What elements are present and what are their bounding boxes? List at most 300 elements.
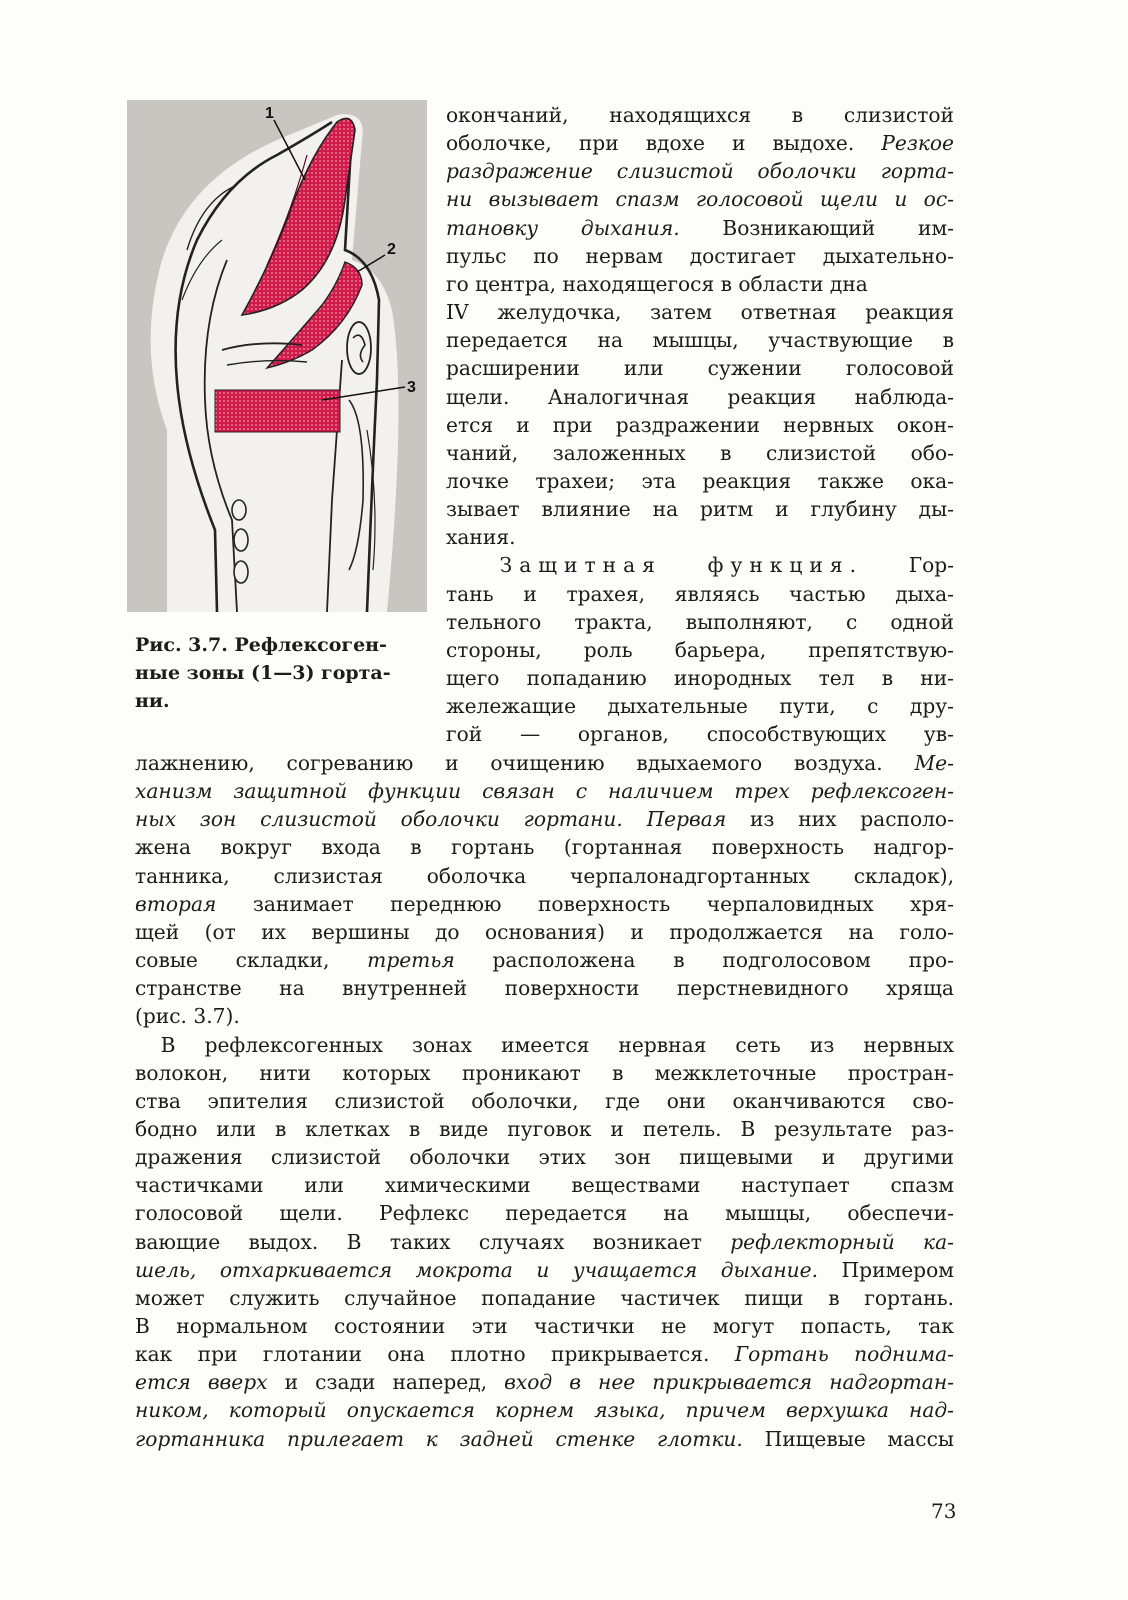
text-line bbox=[446, 495, 954, 523]
word: согреванию bbox=[286, 751, 414, 775]
word: голосовой bbox=[845, 356, 954, 381]
word: как bbox=[135, 1342, 173, 1367]
word: в bbox=[408, 1116, 421, 1141]
word: клетках bbox=[305, 1116, 390, 1141]
text-line bbox=[135, 1256, 954, 1284]
word: тракта, bbox=[574, 609, 653, 634]
word: поверхность bbox=[537, 891, 671, 916]
text-line bbox=[446, 326, 954, 354]
word: попадание bbox=[481, 1285, 596, 1310]
text-line bbox=[446, 439, 954, 467]
text-line bbox=[446, 185, 954, 213]
word: входа bbox=[321, 835, 381, 860]
text-line bbox=[446, 636, 954, 664]
word: слизистой bbox=[260, 807, 377, 832]
text-line bbox=[135, 890, 954, 918]
word: В bbox=[135, 1032, 176, 1057]
word: эпителия bbox=[207, 1088, 308, 1113]
word: лажнению, bbox=[135, 751, 255, 775]
word: щели bbox=[819, 187, 878, 212]
word: стенке bbox=[555, 1426, 636, 1451]
word: веществами bbox=[571, 1173, 701, 1198]
word: горта- bbox=[880, 159, 954, 184]
word: на bbox=[848, 919, 874, 944]
word: к bbox=[425, 1426, 438, 1451]
word: при bbox=[552, 412, 593, 437]
word: занимает bbox=[252, 891, 354, 916]
word: Гор- bbox=[908, 553, 954, 578]
word: верхушка bbox=[785, 1398, 889, 1423]
caption-line: ни. bbox=[135, 690, 170, 712]
word: рефлекторный bbox=[730, 1229, 895, 1254]
word: чаний, bbox=[446, 440, 519, 465]
word: нее bbox=[598, 1370, 636, 1395]
word: она bbox=[387, 1342, 426, 1367]
word: так bbox=[918, 1314, 954, 1338]
word: — bbox=[519, 722, 541, 747]
word: нити bbox=[259, 1060, 311, 1085]
word: пуговок bbox=[507, 1116, 592, 1141]
word: и bbox=[775, 497, 789, 522]
word: странстве bbox=[135, 976, 242, 1001]
word: ритм bbox=[700, 497, 754, 522]
larynx-illustration bbox=[127, 100, 427, 612]
word: эта bbox=[641, 468, 676, 493]
text-line: хания. bbox=[446, 525, 516, 550]
word: инородных bbox=[673, 666, 792, 690]
word: мокрота bbox=[415, 1257, 513, 1282]
word: ни bbox=[446, 187, 473, 212]
word: и bbox=[732, 131, 746, 156]
word: слизистой bbox=[766, 440, 877, 465]
word: оболочки bbox=[409, 1145, 511, 1170]
word: поверхность bbox=[711, 835, 845, 860]
word: Ме- bbox=[914, 751, 954, 775]
word: нервам bbox=[585, 243, 663, 268]
word: слизистая bbox=[273, 863, 383, 888]
text-line bbox=[135, 1059, 954, 1087]
word: обо- bbox=[910, 440, 954, 465]
word: черпалонадгортанных bbox=[570, 863, 810, 888]
text-line bbox=[446, 383, 954, 411]
word: внутренней bbox=[342, 976, 468, 1001]
word: оболочки bbox=[400, 807, 500, 832]
word: перстневидного bbox=[676, 976, 849, 1001]
text-line bbox=[446, 354, 954, 382]
word: эти bbox=[471, 1314, 508, 1338]
word: раздражение bbox=[446, 159, 593, 184]
word: раздражении bbox=[615, 412, 760, 437]
word: голосовой bbox=[135, 1201, 244, 1226]
word: пульс bbox=[446, 243, 507, 268]
word: с bbox=[867, 694, 879, 719]
text-line bbox=[135, 1115, 954, 1143]
word: складок), bbox=[853, 863, 954, 888]
word: волокон, bbox=[135, 1060, 229, 1085]
word: шель, bbox=[135, 1257, 197, 1282]
word: зывает bbox=[446, 497, 520, 522]
word: оболочки, bbox=[471, 1088, 579, 1113]
word: них bbox=[798, 807, 837, 832]
word: рефлексоген- bbox=[810, 779, 954, 804]
word: слизистой bbox=[843, 103, 954, 127]
word: может bbox=[135, 1285, 205, 1310]
word: не bbox=[661, 1314, 687, 1338]
word: сзади bbox=[315, 1370, 376, 1395]
word: Гортань bbox=[734, 1342, 829, 1367]
word: слизистой bbox=[270, 1145, 382, 1170]
text-line bbox=[135, 1425, 954, 1453]
word: сеть bbox=[735, 1032, 781, 1057]
word: вдыхаемого bbox=[636, 751, 763, 775]
word: вокруг bbox=[220, 835, 292, 860]
word: прилегает bbox=[286, 1426, 404, 1451]
text-line bbox=[135, 918, 954, 946]
word: переднюю bbox=[390, 891, 502, 916]
word: нормальном bbox=[176, 1314, 308, 1338]
word: лочке bbox=[446, 468, 509, 493]
word: нервных bbox=[863, 1032, 954, 1057]
word: подголосовом bbox=[722, 948, 871, 973]
word: раз- bbox=[911, 1116, 954, 1141]
word: (гортанная bbox=[563, 835, 683, 860]
word: их bbox=[261, 919, 287, 944]
word: глубину bbox=[810, 497, 897, 522]
word: хря- bbox=[910, 891, 954, 916]
word: причем bbox=[685, 1398, 766, 1423]
word: Примером bbox=[841, 1257, 954, 1282]
word: плотно bbox=[450, 1342, 526, 1367]
word: IV bbox=[446, 300, 469, 325]
word: жена bbox=[135, 835, 192, 860]
word: и bbox=[523, 581, 537, 606]
word: тановку bbox=[446, 215, 539, 240]
word: тань bbox=[446, 581, 494, 606]
word: надгортан- bbox=[829, 1370, 954, 1395]
word: им- bbox=[917, 215, 954, 240]
word: в bbox=[942, 328, 954, 353]
word: языка, bbox=[594, 1398, 666, 1423]
word: желудочка, bbox=[497, 300, 622, 325]
word: дыхательно- bbox=[822, 243, 954, 268]
word: спазм bbox=[890, 1173, 954, 1198]
word: жележащие bbox=[446, 694, 577, 719]
word: выдохе. bbox=[772, 131, 855, 156]
word: петель. bbox=[642, 1116, 722, 1141]
word: и bbox=[894, 187, 908, 212]
text-line bbox=[446, 214, 954, 242]
text-line bbox=[135, 862, 954, 890]
word: В bbox=[346, 1229, 362, 1254]
text-line bbox=[446, 242, 954, 270]
word: гой bbox=[446, 722, 483, 747]
word: ных bbox=[135, 807, 177, 832]
word: Резкое bbox=[881, 131, 954, 156]
word: щели. bbox=[279, 1201, 343, 1226]
word: передается bbox=[505, 1201, 628, 1226]
text-line bbox=[135, 946, 954, 974]
word: ос- bbox=[923, 187, 954, 212]
word: в bbox=[410, 835, 422, 860]
text-line bbox=[135, 1087, 954, 1115]
word: поднима- bbox=[854, 1342, 954, 1367]
word: по bbox=[533, 243, 559, 268]
word: достигает bbox=[689, 243, 796, 268]
word: сужении bbox=[707, 356, 802, 381]
word: надгор- bbox=[873, 835, 954, 860]
word: бодно bbox=[135, 1116, 198, 1141]
word: с bbox=[845, 609, 858, 634]
word: являясь bbox=[674, 581, 760, 606]
text-line bbox=[446, 157, 954, 185]
word: препятствую- bbox=[808, 637, 954, 662]
word: связан bbox=[482, 779, 555, 804]
word: или bbox=[623, 356, 664, 381]
word: мышцы, bbox=[725, 1201, 812, 1226]
word: или bbox=[304, 1173, 344, 1198]
word: окончаний, bbox=[446, 103, 569, 127]
word: учащается bbox=[572, 1257, 698, 1282]
word: голо- bbox=[899, 919, 954, 944]
page-number: 73 bbox=[931, 1499, 957, 1523]
word: в bbox=[791, 103, 804, 127]
word: оболочка bbox=[426, 863, 527, 888]
word: зонах bbox=[412, 1032, 473, 1057]
word: роль bbox=[583, 637, 633, 662]
word: над- bbox=[909, 1398, 954, 1423]
word: наличием bbox=[608, 779, 714, 804]
word: воздуха. bbox=[793, 751, 883, 775]
word: попаданию bbox=[526, 666, 647, 690]
word: в bbox=[274, 1116, 287, 1141]
word: тел bbox=[818, 666, 855, 690]
word: этих bbox=[538, 1145, 586, 1170]
text-line bbox=[446, 129, 954, 157]
word: продолжается bbox=[669, 919, 824, 944]
word: гортань bbox=[451, 835, 535, 860]
text-line bbox=[135, 1171, 954, 1199]
word: частью bbox=[789, 581, 866, 606]
word: Рефлекс bbox=[379, 1201, 470, 1226]
word: в bbox=[881, 666, 894, 690]
word: в bbox=[828, 1285, 840, 1310]
word: результате bbox=[774, 1116, 893, 1141]
word: слизистой bbox=[334, 1088, 445, 1113]
text-line bbox=[135, 974, 954, 1002]
word: обеспечи- bbox=[847, 1201, 954, 1226]
word: наблюда- bbox=[854, 384, 954, 409]
word: выдох. bbox=[248, 1229, 319, 1254]
word: частички bbox=[533, 1314, 635, 1338]
word: в bbox=[720, 440, 732, 465]
word: при bbox=[578, 131, 619, 156]
word: трех bbox=[734, 779, 790, 804]
text-line bbox=[135, 805, 954, 833]
word: ока- bbox=[910, 468, 954, 493]
word: нервная bbox=[618, 1032, 707, 1057]
word: дражения bbox=[135, 1145, 243, 1170]
word: случаях bbox=[478, 1229, 565, 1254]
word: отхаркивается bbox=[219, 1257, 393, 1282]
word: из bbox=[809, 1032, 835, 1057]
word: с bbox=[575, 779, 588, 804]
word: на bbox=[663, 1201, 689, 1226]
text-line bbox=[135, 749, 954, 777]
word: глотании bbox=[262, 1342, 362, 1367]
word: где bbox=[605, 1088, 641, 1113]
word: щели. bbox=[446, 384, 510, 409]
word: состоянии bbox=[334, 1314, 446, 1338]
word: наперед, bbox=[392, 1370, 488, 1395]
word: защитной bbox=[233, 779, 348, 804]
word: зон bbox=[199, 807, 237, 832]
text-line bbox=[446, 467, 954, 495]
word: щей bbox=[135, 919, 180, 944]
word: могут bbox=[712, 1314, 775, 1338]
word: также bbox=[817, 468, 884, 493]
word: дру- bbox=[909, 694, 954, 719]
word: и bbox=[284, 1370, 299, 1395]
word: ни- bbox=[920, 666, 954, 690]
word: передается bbox=[446, 328, 568, 353]
word: влияние bbox=[541, 497, 631, 522]
word: расположена bbox=[492, 948, 636, 973]
word: ув- bbox=[923, 722, 954, 747]
word: пути, bbox=[779, 694, 836, 719]
word: вызывает bbox=[488, 187, 600, 212]
text-line bbox=[135, 777, 954, 805]
word: реакция bbox=[727, 384, 817, 409]
caption-line: ные зоны (1—3) горта- bbox=[135, 662, 391, 684]
word: задней bbox=[459, 1426, 534, 1451]
word: затем bbox=[650, 300, 712, 325]
word: ка- bbox=[923, 1229, 954, 1254]
word: или bbox=[216, 1116, 257, 1141]
word: про- bbox=[908, 948, 954, 973]
word: Возникающий bbox=[722, 215, 876, 240]
word: Пищевые bbox=[764, 1426, 866, 1451]
word: Защитная bbox=[446, 553, 662, 578]
word: окон- bbox=[896, 412, 954, 437]
word: частичками bbox=[135, 1173, 264, 1198]
word: дыха- bbox=[895, 581, 954, 606]
word: массы bbox=[887, 1426, 954, 1451]
word: В bbox=[740, 1116, 756, 1141]
word: одной bbox=[890, 609, 954, 634]
word: вдохе bbox=[645, 131, 705, 156]
text-line bbox=[135, 833, 954, 861]
word: мышцы, bbox=[652, 328, 739, 353]
word: прикрывается bbox=[652, 1370, 813, 1395]
word: другими bbox=[863, 1145, 954, 1170]
figure-label-1: 1 bbox=[265, 105, 274, 122]
text-line bbox=[135, 1199, 954, 1227]
word: опускается bbox=[346, 1398, 475, 1423]
word: простран- bbox=[847, 1060, 954, 1085]
word: основания) bbox=[484, 919, 605, 944]
word: вершины bbox=[311, 919, 410, 944]
word: расширении bbox=[446, 356, 580, 381]
word: ником, bbox=[135, 1398, 209, 1423]
text-line bbox=[446, 551, 954, 579]
word: функция. bbox=[707, 553, 863, 578]
word: функции bbox=[368, 779, 462, 804]
word: заложенных bbox=[552, 440, 686, 465]
word: танника, bbox=[135, 863, 230, 888]
word: до bbox=[434, 919, 460, 944]
larynx-figure bbox=[127, 100, 427, 612]
figure-label-3: 3 bbox=[407, 379, 416, 396]
word: на bbox=[652, 497, 679, 522]
word: стороны, bbox=[446, 637, 542, 662]
word: слизистой bbox=[616, 159, 734, 184]
word: из bbox=[749, 807, 775, 832]
word: ется bbox=[135, 1370, 191, 1395]
word: на bbox=[597, 328, 624, 353]
word: вверх bbox=[207, 1370, 268, 1395]
text-line: го центра, находящегося в области дна bbox=[446, 271, 868, 296]
word: и bbox=[516, 412, 530, 437]
word: реакция bbox=[865, 300, 954, 325]
word: возникает bbox=[592, 1229, 702, 1254]
word: щего bbox=[446, 666, 500, 690]
word: барьера, bbox=[674, 637, 767, 662]
word: дыхание. bbox=[720, 1257, 819, 1282]
text-line bbox=[135, 1312, 954, 1340]
word: имеется bbox=[501, 1032, 590, 1057]
word: складки, bbox=[235, 948, 330, 973]
word: оболочки bbox=[757, 159, 857, 184]
word: ется bbox=[446, 412, 494, 437]
word: Первая bbox=[646, 807, 727, 832]
word: в bbox=[673, 948, 685, 973]
word: способствующих bbox=[706, 722, 887, 747]
word: который bbox=[228, 1398, 327, 1423]
text-line bbox=[446, 692, 954, 720]
text-line bbox=[135, 1143, 954, 1171]
word: прикрывается. bbox=[551, 1342, 710, 1367]
word: на bbox=[279, 976, 305, 1001]
word: находящихся bbox=[609, 103, 752, 127]
word: ханизм bbox=[135, 779, 213, 804]
word: таких bbox=[389, 1229, 451, 1254]
caption-line: Рис. 3.7. Рефлексоген- bbox=[135, 634, 387, 656]
text-line bbox=[446, 664, 954, 692]
text-line bbox=[135, 1368, 954, 1396]
text-line bbox=[446, 298, 954, 326]
word: зон bbox=[614, 1145, 651, 1170]
word: тельного bbox=[446, 609, 542, 634]
word: пищевыми bbox=[679, 1145, 794, 1170]
word: выполняют, bbox=[685, 609, 813, 634]
word: оболочке, bbox=[446, 131, 552, 156]
text-line bbox=[446, 580, 954, 608]
word: третья bbox=[367, 948, 455, 973]
word: черпаловидных bbox=[706, 891, 874, 916]
word: пищи bbox=[744, 1285, 804, 1310]
word: виде bbox=[439, 1116, 489, 1141]
word: в bbox=[569, 1370, 581, 1395]
word: ства bbox=[135, 1088, 181, 1113]
word: сво- bbox=[912, 1088, 954, 1113]
text-line bbox=[135, 1340, 954, 1368]
word: вающие bbox=[135, 1229, 221, 1254]
text-line bbox=[446, 101, 954, 129]
word: гортанника bbox=[135, 1426, 266, 1451]
text-line: (рис. 3.7). bbox=[135, 1004, 240, 1029]
word: наступает bbox=[741, 1173, 850, 1198]
word: и bbox=[821, 1145, 836, 1170]
